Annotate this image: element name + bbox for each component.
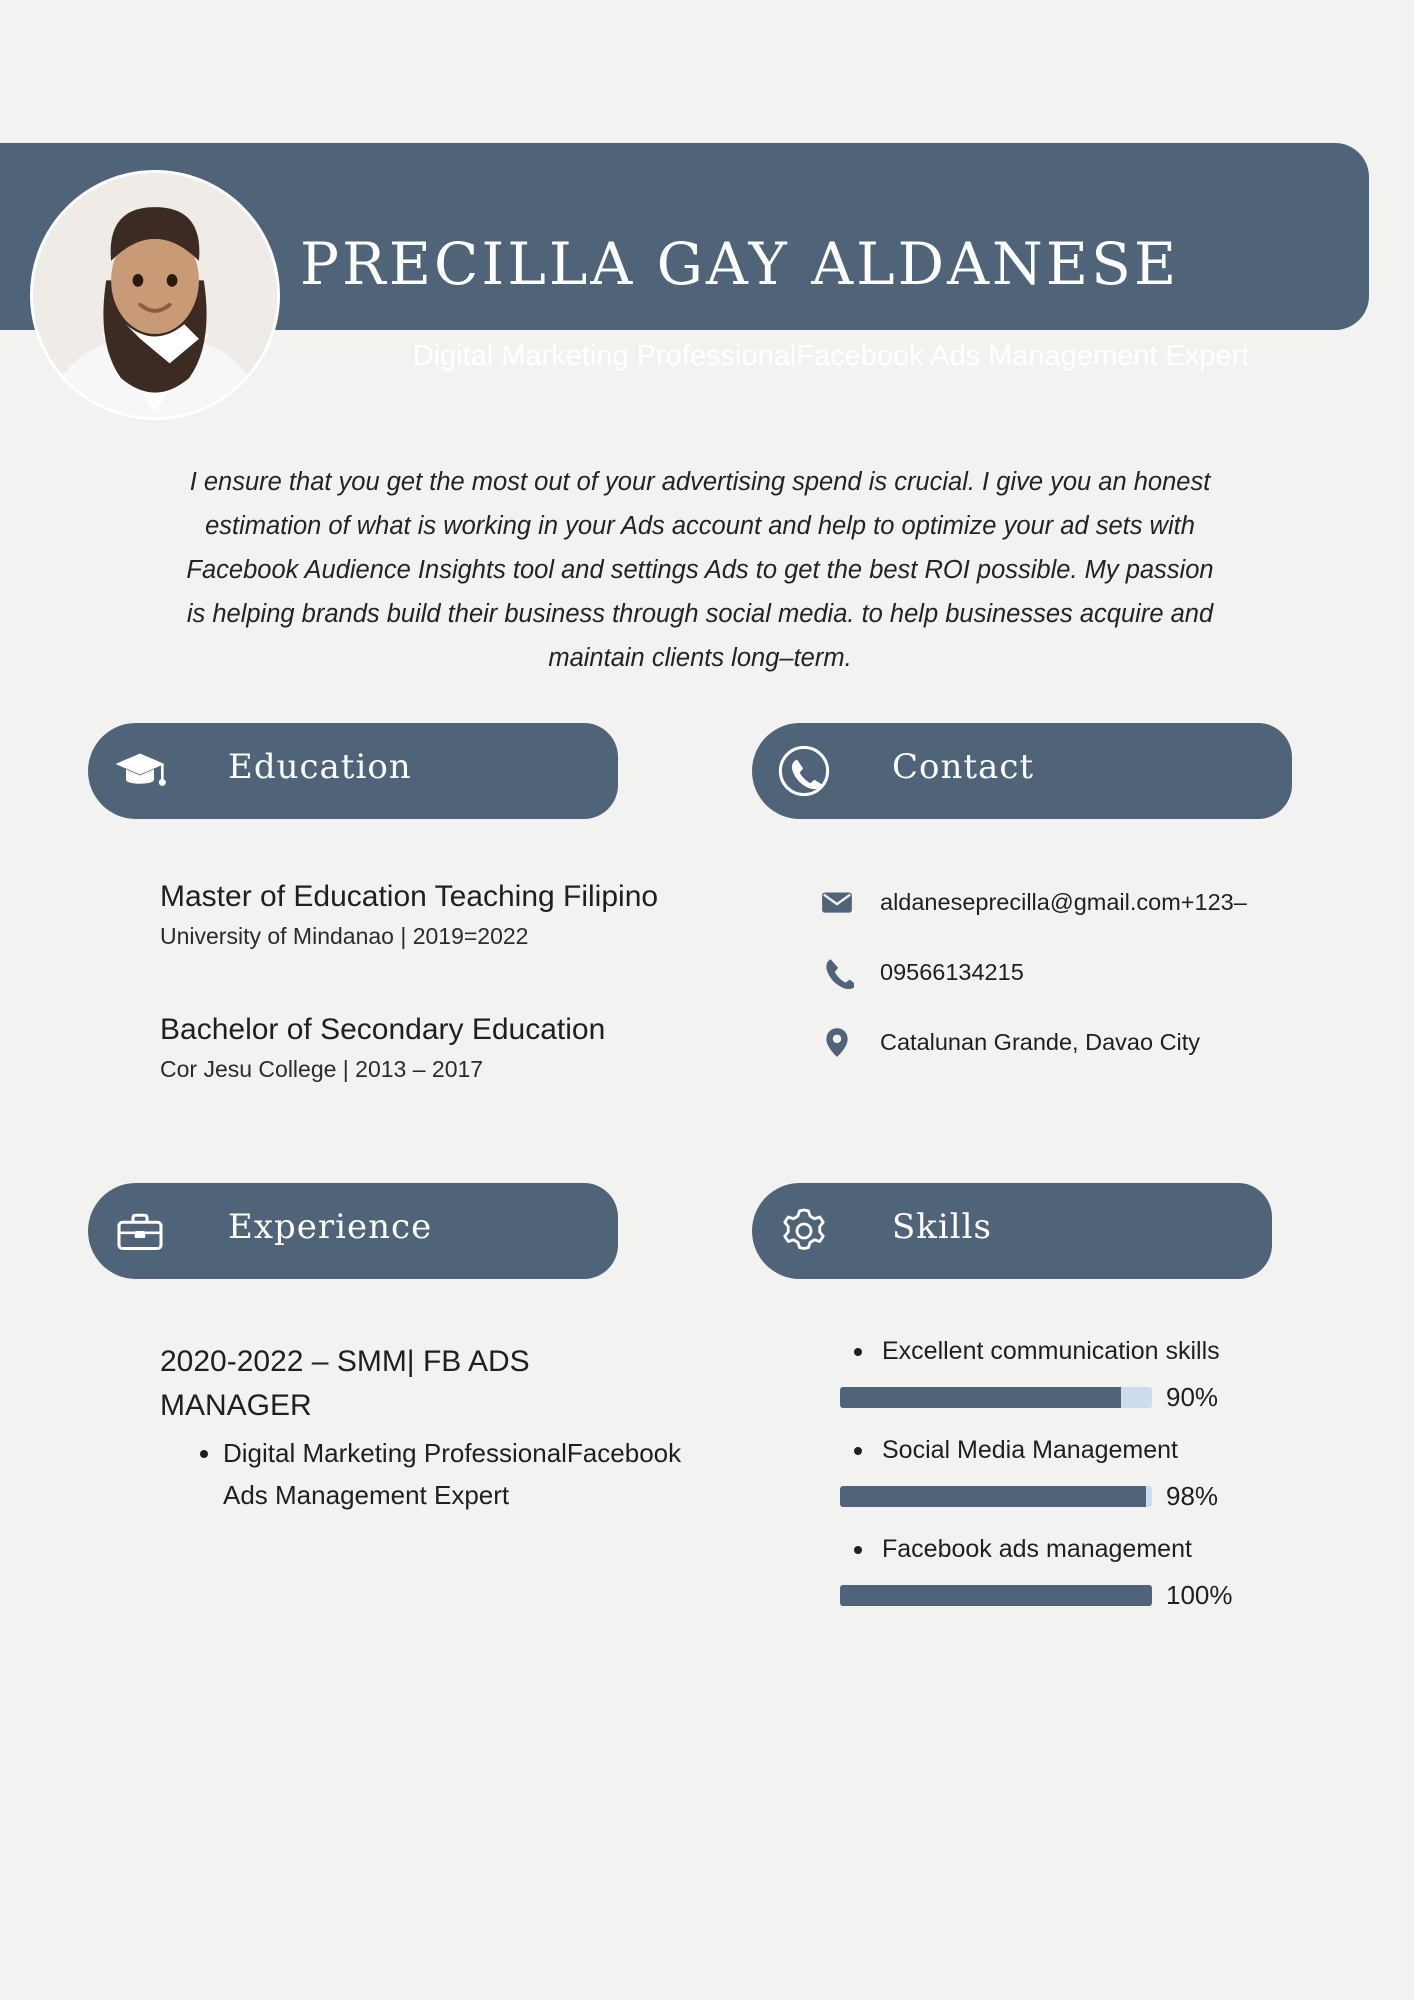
skill-bar-row (840, 1580, 1300, 1611)
section-label: Contact (892, 747, 1035, 787)
section-header-education (88, 723, 618, 819)
skill-bar-track (840, 1486, 1152, 1507)
graduation-cap-icon (112, 743, 168, 799)
skill-label: Social Media Management (840, 1429, 1300, 1471)
section-label: Experience (228, 1207, 433, 1247)
header-subtitle: Digital Marketing ProfessionalFacebook Ads Management Expert (412, 340, 1250, 372)
page-title: PRECILLA GAY ALDANESE (300, 230, 1180, 298)
skill-item (840, 1429, 1300, 1512)
skill-label: Excellent communication skills (840, 1330, 1300, 1372)
section-label: Education (228, 747, 412, 787)
phone-handset-icon (820, 955, 854, 989)
profile-summary: I ensure that you get the most out of your advertising spend is crucial. I give you an honest estimation of what is working in your Ads account and help to optimize your ad sets with Facebook Audience Insights tool and settings Ads to get the best ROI possible. My passion is helping brands build their business through social media. to help businesses acquire and maintain clients long–term. (186, 468, 1214, 672)
skill-bar-track (840, 1387, 1152, 1408)
education-item (160, 1013, 800, 1083)
skill-bar-row (840, 1382, 1300, 1413)
gear-icon (776, 1203, 832, 1259)
section-header-skills (752, 1183, 1272, 1279)
experience-title: 2020-2022 – SMM| FB ADS MANAGER (160, 1345, 530, 1422)
contact-item-phone (820, 955, 1380, 989)
skill-item (840, 1330, 1300, 1413)
briefcase-icon (112, 1203, 168, 1259)
envelope-icon (820, 885, 854, 919)
phone-icon (776, 743, 832, 799)
skill-item (840, 1528, 1300, 1611)
skill-bar-fill (840, 1486, 1146, 1507)
contact-item-address (820, 1025, 1380, 1059)
skill-percent: 98% (1166, 1481, 1219, 1511)
skill-label: Facebook ads management (840, 1528, 1300, 1570)
skill-percent: 100% (1166, 1580, 1233, 1610)
education-school: Cor Jesu College | 2013 – 2017 (160, 1056, 484, 1082)
education-degree: Bachelor of Secondary Education (160, 1013, 606, 1046)
location-pin-icon (820, 1025, 854, 1059)
section-header-experience (88, 1183, 618, 1279)
contact-email-text: aldaneseprecilla@gmail.com+123– (880, 889, 1247, 915)
section-header-contact (752, 723, 1292, 819)
contact-item-email (820, 885, 1380, 919)
skill-bar-fill (840, 1585, 1152, 1606)
list-item: • Digital Marketing ProfessionalFacebook Ads Management Expert (223, 1432, 683, 1516)
skill-bar-fill (840, 1387, 1121, 1408)
skill-bar-track (840, 1585, 1152, 1606)
contact-phone-text: 09566134215 (880, 959, 1024, 985)
contact-address-text: Catalunan Grande, Davao City (880, 1029, 1201, 1055)
education-item (160, 880, 800, 950)
education-school: University of Mindanao | 2019=2022 (160, 923, 529, 949)
section-label: Skills (892, 1207, 992, 1247)
education-degree: Master of Education Teaching Filipino (160, 880, 659, 913)
experience-bullets (185, 1432, 683, 1516)
avatar (30, 170, 280, 420)
skill-percent: 90% (1166, 1382, 1219, 1412)
skills-list (840, 1330, 1300, 1627)
skill-bar-row (840, 1481, 1300, 1512)
